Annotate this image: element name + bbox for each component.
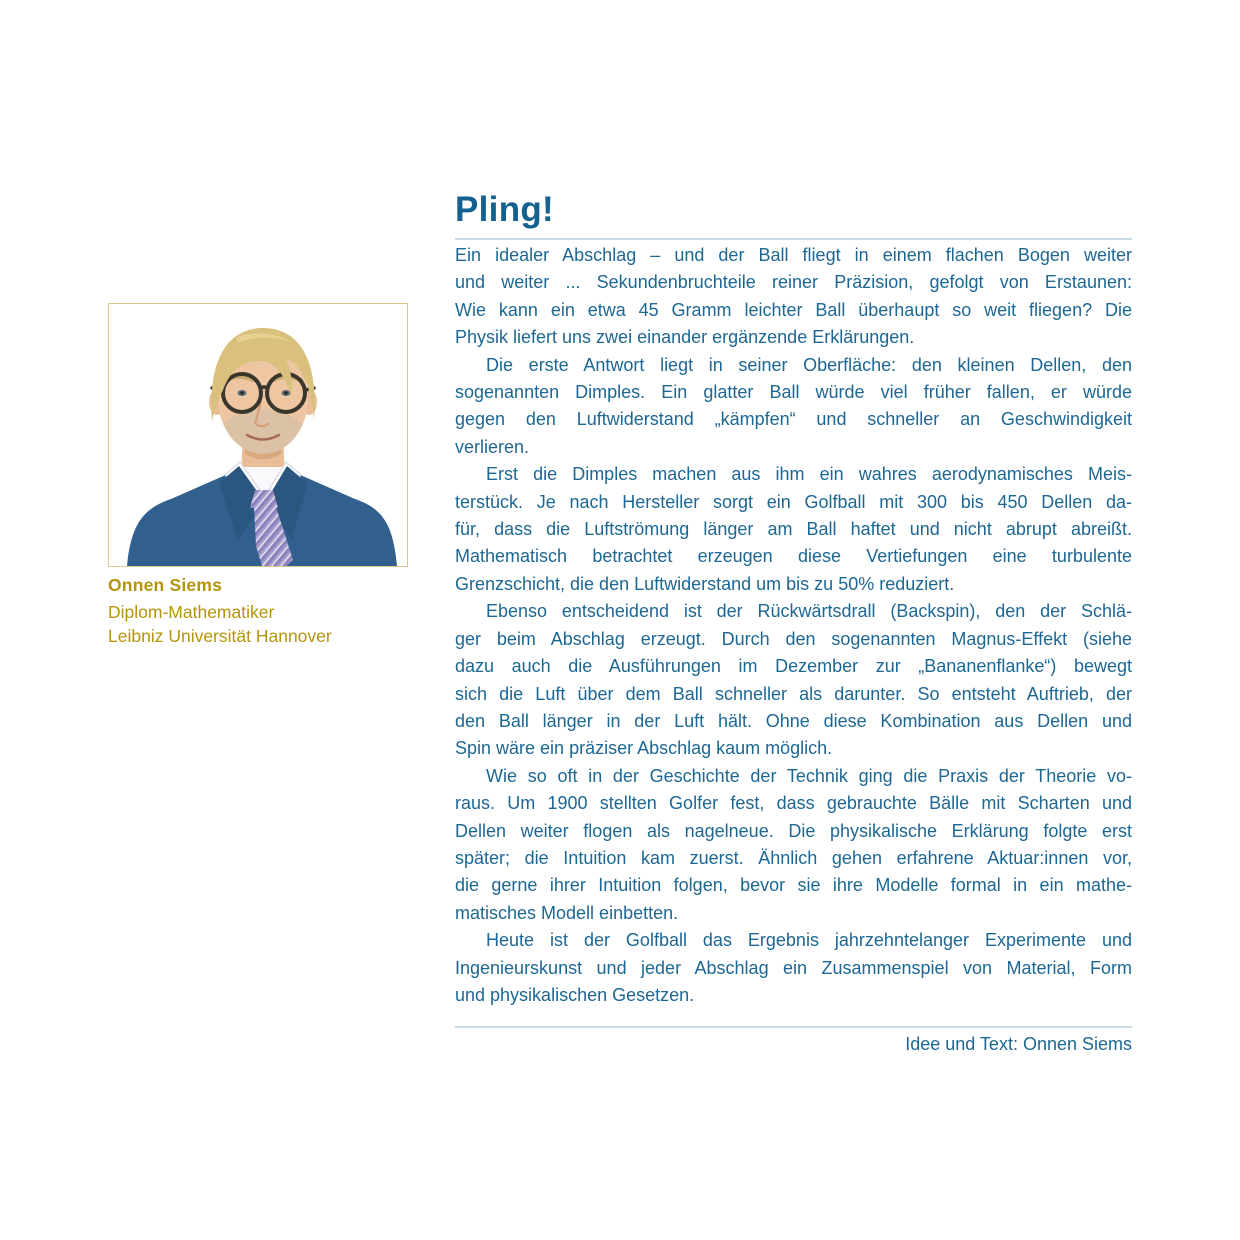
body-line: für, dass die Luftströmung länger am Ball haftet und nicht abrupt abreißt. (455, 519, 1132, 540)
body-line: sich die Luft über dem Ball schneller als darunter. So entsteht Auftrieb, der (455, 683, 1132, 704)
author-photo-frame (108, 303, 408, 567)
body-line: später; die Intuition kam zuerst. Ähnlich gehen erfahrene Aktuar:innen vor, (455, 847, 1132, 868)
body-line: und physikalischen Gesetzen. (455, 984, 695, 1005)
body-line: Wie so oft in der Geschichte der Technik ging die Praxis der Theorie vo- (486, 765, 1132, 786)
body-line: Ingenieurskunst und jeder Abschlag ein Zusammenspiel von Material, Form (455, 957, 1132, 978)
page-title: Pling! (455, 190, 555, 229)
body-line: verlieren. (455, 436, 530, 457)
body-line: terstück. Je nach Hersteller sorgt ein Golfball mit 300 bis 450 Dellen da- (455, 491, 1132, 512)
body-line: die gerne ihrer Intuition folgen, bevor sie ihre Modelle formal in ein mathe- (455, 875, 1132, 896)
body-line: Erst die Dimples machen aus ihm ein wahres aerodynamisches Meis- (486, 464, 1132, 485)
body-line: Ebenso entscheidend ist der Rückwärtsdrall (Backspin), den der Schlä- (486, 601, 1132, 622)
body-line: gegen den Luftwiderstand „kämpfen“ und schneller an Geschwindigkeit (455, 409, 1132, 430)
credit-line: Idee und Text: Onnen Siems (905, 1034, 1132, 1054)
body-line: Mathematisch betrachtet erzeugen diese Vertiefungen eine turbulente (455, 546, 1132, 567)
body-line: Wie kann ein etwa 45 Gramm leichter Ball überhaupt so weit fliegen? Die (455, 299, 1132, 320)
body-line: und weiter ... Sekundenbruchteile reiner Präzision, gefolgt von Erstaunen: (455, 272, 1132, 293)
body-line: Heute ist der Golfball das Ergebnis jahrzehntelanger Experimente und (486, 930, 1132, 951)
body-line: Spin wäre ein präziser Abschlag kaum möglich. (455, 738, 833, 759)
body-line: Dellen weiter flogen als nagelneue. Die physikalische Erklärung folgte erst (455, 820, 1132, 841)
body-line: den Ball länger in der Luft hält. Ohne diese Kombination aus Dellen und (455, 710, 1132, 731)
title-rule (455, 238, 1132, 240)
body-line: ger beim Abschlag erzeugt. Durch den sogenannten Magnus-Effekt (siehe (455, 628, 1132, 649)
body-line: sogenannten Dimples. Ein glatter Ball würde viel früher fallen, er würde (455, 382, 1132, 403)
author-name: Onnen Siems (108, 575, 223, 595)
body-line: matisches Modell einbetten. (455, 902, 679, 923)
author-role: Diplom-Mathematiker (108, 602, 275, 622)
body-line: raus. Um 1900 stellten Golfer fest, dass gebrauchte Bälle mit Scharten und (455, 793, 1132, 814)
portrait-photo (109, 304, 407, 566)
body-line: dazu auch die Ausführungen im Dezember zur „Bananenflanke“) bewegt (455, 656, 1132, 677)
author-details (108, 601, 332, 648)
author-affiliation: Leibniz Universität Hannover (108, 625, 332, 646)
article-body (455, 242, 1132, 1009)
body-line: Physik liefert uns zwei einander ergänzende Erklärungen. (455, 327, 915, 348)
body-line: Grenzschicht, die den Luftwiderstand um bis zu 50% reduziert. (455, 573, 955, 594)
body-line: Die erste Antwort liegt in seiner Oberfläche: den kleinen Dellen, den (486, 354, 1132, 375)
body-line: Ein idealer Abschlag – und der Ball fliegt in einem flachen Bogen weiter (455, 245, 1132, 265)
footer-rule (455, 1026, 1132, 1028)
